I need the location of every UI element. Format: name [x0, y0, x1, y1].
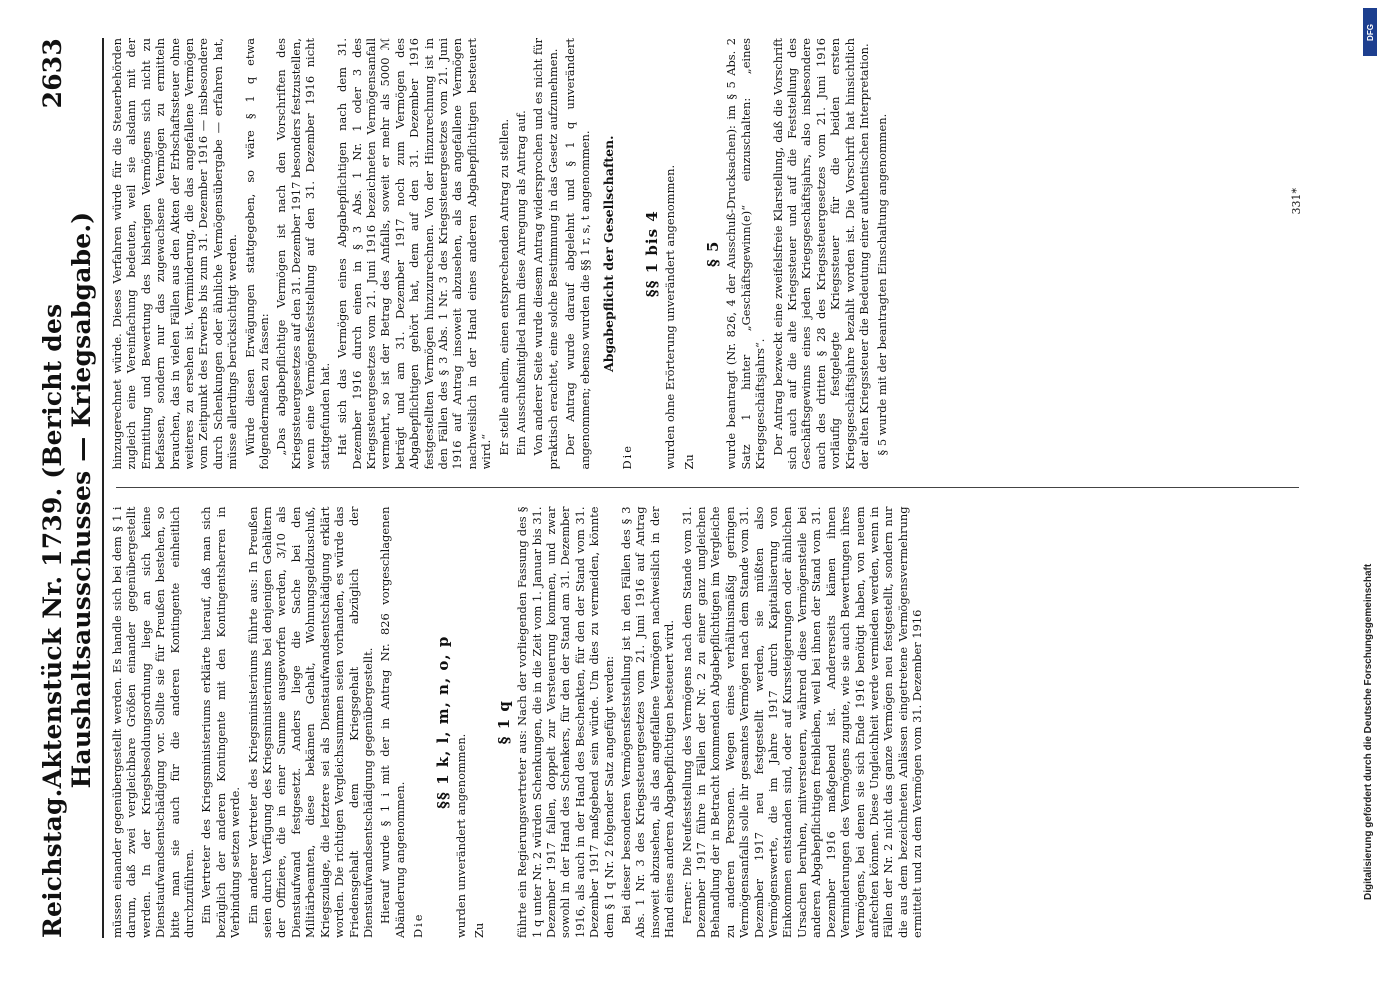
paragraph: Hat sich das Vermögen eines Abgabepflichtigen nach dem 31. Dezember 1916 durch einen in § 3 Abs. 1 Nr. 1 oder 3 des Kriegssteuergesetzes vom 21. Juni 1916 bezeichneten Vermögensanfall vermehrt, so ist der Betrag des Anfalls, soweit er mehr als 5000 ℳ beträgt und am 31. Dezember 1917 noch zum Vermögen des Abgabepflichtigen gehört hat, dem auf den 31. Dezember 1916 festgestellten Vermögen hinzuzurechnen. Von der Hinzurechnung ist in den Fällen des § 3 Abs. 1 Nr. 3 des Kriegssteuergesetzes vom 21. Juni 1916 auf Antrag insoweit abzusehen, als das angefallene Vermögen nachweislich in der Hand eines anderen Abgabepflichtigen besteuert wird.“: [335, 38, 494, 470]
footer-mark: 331*: [1290, 188, 1303, 215]
paragraph: Der Antrag wurde darauf abgelehnt und § 1 q unverändert angenommen; ebenso wurden die §§ 1 r, s, t angenommen.: [563, 38, 592, 470]
label-zu: Zu: [472, 922, 487, 938]
paragraph: Würde diesen Erwägungen stattgegeben, so wäre § 1 q etwa folgendermaßen zu fassen:: [242, 38, 272, 470]
paragraph: Von anderer Seite wurde diesem Antrag widersprochen und es nicht für praktisch erachtet, eine solche Bestimmung in das Gesetz aufzunehmen.: [531, 38, 560, 470]
column-right: [110, 38, 1305, 470]
header-title: Aktenstück Nr. 1739. (Bericht des Haushaltsausschusses — Kriegsabgabe.): [38, 211, 96, 789]
column-divider: [116, 488, 1299, 489]
section-heading: §§ 1 k, l, m, n, o, p: [433, 635, 452, 809]
section-heading: § 5: [704, 240, 723, 268]
paragraph: Hierauf wurde § 1 i mit der in Antrag Nr. 826 vorgeschlagenen Abänderung angenommen.: [378, 506, 407, 938]
paragraph: Bei dieser besonderen Vermögensfeststellung ist in den Fällen des § 3 Abs. 1 Nr. 3 des Kriegssteuergesetzes vom 21. Juni 1916 auf Antrag insoweit abzusehen, als das angefallene Vermögen nachweislich in der Hand eines anderen Abgabepflichtigen besteuert wird.: [619, 506, 677, 938]
paragraph: Ein Ausschußmitglied nahm diese Anregung als Antrag auf.: [513, 110, 528, 456]
paragraph: führte ein Regierungsvertreter aus: Nach der vorliegenden Fassung des § 1 q unter Nr. 2 würden Schenkungen, die in die Zeit vom 1. Januar bis 31. Dezember 1917 fallen, doppelt zur Versteuerung kommen, und zwar sowohl in der Hand des Schenkers, für den der Stand am 31. Dezember 1916, als auch in der Hand des Beschenkten, für den der Stand vom 31. Dezember 1917 maßgebend sein würde. Um dies zu vermeiden, könnte dem § 1 q Nr. 2 folgender Satz angefügt werden:: [515, 506, 616, 938]
paragraph: Der Antrag bezweckt eine zweifelsfreie Klarstellung, daß die Vorschrift sich auch auf die alte Kriegssteuer und auf die Feststellung des Geschäftsgewinns eines jeden Kriegsgeschäftsjahrs, also insbesondere auch des dritten § 28 des Kriegssteuergesetzes vom 21. Juni 1916 vorläufig festgelegte Kriegssteuer für die beiden ersten Kriegsgeschäftsjahre bezahlt worden ist. Die Vorschrift hat hinsichtlich der alten Kriegssteuer die Bedeutung einer authentischen Interpretation.: [770, 38, 872, 470]
paragraph: „Das abgabepflichtige Vermögen ist nach den Vorschriften des Kriegssteuergesetzes auf den 31. Dezember 1917 besonders festzustellen, wenn eine Vermögensfeststellung auf den 31. Dezember 1916 nicht stattgefunden hat.: [274, 38, 332, 470]
section-heading: § 1 q: [494, 700, 513, 745]
label-die: Die: [620, 443, 635, 470]
paragraph: wurden unverändert angenommen.: [453, 733, 468, 938]
dfg-logo: DFG: [1363, 8, 1377, 56]
credit-text: Digitalisierung gefördert durch die Deutsche Forschungsgemeinschaft: [1363, 563, 1374, 900]
section-heading: Abgabepflicht der Gesellschaften.: [601, 135, 616, 372]
paragraph: wurde beantragt (Nr. 826, 4 der Ausschuß-Drucksachen): im § 5 Abs. 2 Satz 1 hinter „Geschäftsgewinn(e)“ einzuschalten: „eines Kriegsgeschäftsjahrs“.: [724, 38, 768, 470]
paragraph: wurden ohne Erörterung unverändert angenommen.: [663, 164, 678, 470]
column-left: [110, 507, 1305, 939]
paragraph: Ein Vertreter des Kriegsministeriums erklärte hierauf, daß man sich bezüglich der anderen Kontingente mit den Kontingentsherren in Verbindung setzen werde.: [199, 506, 243, 938]
paragraph: Ferner: Die Neufeststellung des Vermögens nach dem Stande vom 31. Dezember 1917 führe in Fällen der Nr. 2 zu einer ganz ungleichen Behandlung der in Betracht kommenden Abgabepflichtigen im Vergleiche zu anderen Personen. Wegen eines verhältnismäßig geringen Vermögensanfalls solle ihr gesamtes Vermögen nach dem Stande vom 31. Dezember 1917 neu festgestellt werden, sie müßten also Vermögenswerte, die im Jahre 1917 durch Kapitalisierung von Einkommen entstanden sind, oder auf Kurssteigerungen oder ähnlichen Ursachen beruhen, mitversteuern, während diese Vermögensteile bei anderen Abgabepflichtigen freibleiben, weil bei ihnen der Stand vom 31. Dezember 1916 maßgebend ist. Andererseits kämen ihnen Verminderungen des Vermögens zugute, wie sie auch Bewertungen ihres Vermögens, bei denen sie sich Ende 1916 benötigt haben, von neuem anfechten können. Diese Ungleichheit werde vermieden werden, wenn in Fällen der Nr. 2 nicht das ganze Vermögen neu festgestellt, sondern nur die aus dem bezeichneten Anlässen eingetretene Vermögensvermehrung ermittelt und zu dem Vermögen vom 31. Dezember 1916: [679, 506, 925, 938]
section-heading: §§ 1 bis 4: [642, 210, 661, 298]
paragraph: müssen einander gegenübergestellt werden. Es handle sich bei dem § 1 i darum, daß zwei vergleichbare Größen einander gegenübergestellt werden. In der Kriegsbesoldungsordnung liege an sich keine Dienstaufwandsentschädigung vor. Sollte sie für Preußen bestehen, so bitte man sie auch für die anderen Kontingente einheitlich durchzuführen.: [110, 506, 197, 938]
label-die: Die: [411, 912, 426, 938]
paragraph: hinzugerechnet würde. Dieses Verfahren würde für die Steuerbehörden zugleich eine Vereinfachung bedeuten, weil sie alsdann mit der Ermittlung und Bewertung des bisherigen Vermögens sich nicht zu befassen, sondern nur das zugewachsene Vermögen zu ermitteln brauchen, das in vielen Fällen aus den Akten der Erbschaftssteuer ohne weiteres zu ersehen ist. Verminderung, die das angefallene Vermögen vom Zeitpunkt des Erwerbs bis zum 31. Dezember 1916 — insbesondere durch Schenkungen oder ähnliche Vermögensübergabe — erfahren hat, müsse allerdings berücksichtigt werden.: [110, 38, 240, 470]
header-left: Reichstag.: [38, 788, 67, 938]
paragraph: Er stelle anheim, einen entsprechenden Antrag zu stellen.: [496, 118, 511, 456]
page-header: [38, 38, 104, 938]
label-zu: Zu: [681, 454, 696, 470]
page-number: 2633: [38, 38, 67, 109]
digitization-credit: [1355, 0, 1383, 1000]
paragraph: Ein anderer Vertreter des Kriegsministeriums führte aus: In Preußen seien durch Verfügung des Kriegsministeriums bei denjenigen Gehältern der Offiziere, die in einer Summe ausgeworfen werden, 3/10 als Dienstaufwand festgesetzt. Anders liege die Sache bei den Militärbeamten, diese bekämen Gehalt, Wohnungsgeldzuschuß, Kriegszulage, die letztere sei als Dienstaufwandsentschädigung erklärt worden. Die richtigen Vergleichssummen seien vorhanden, es würde das Friedensgehalt dem Kriegsgehalt abzüglich der Dienstaufwandsentschädigung gegenübergestellt.: [245, 506, 375, 938]
paragraph: § 5 wurde mit der beantragten Einschaltung angenommen.: [874, 113, 889, 456]
